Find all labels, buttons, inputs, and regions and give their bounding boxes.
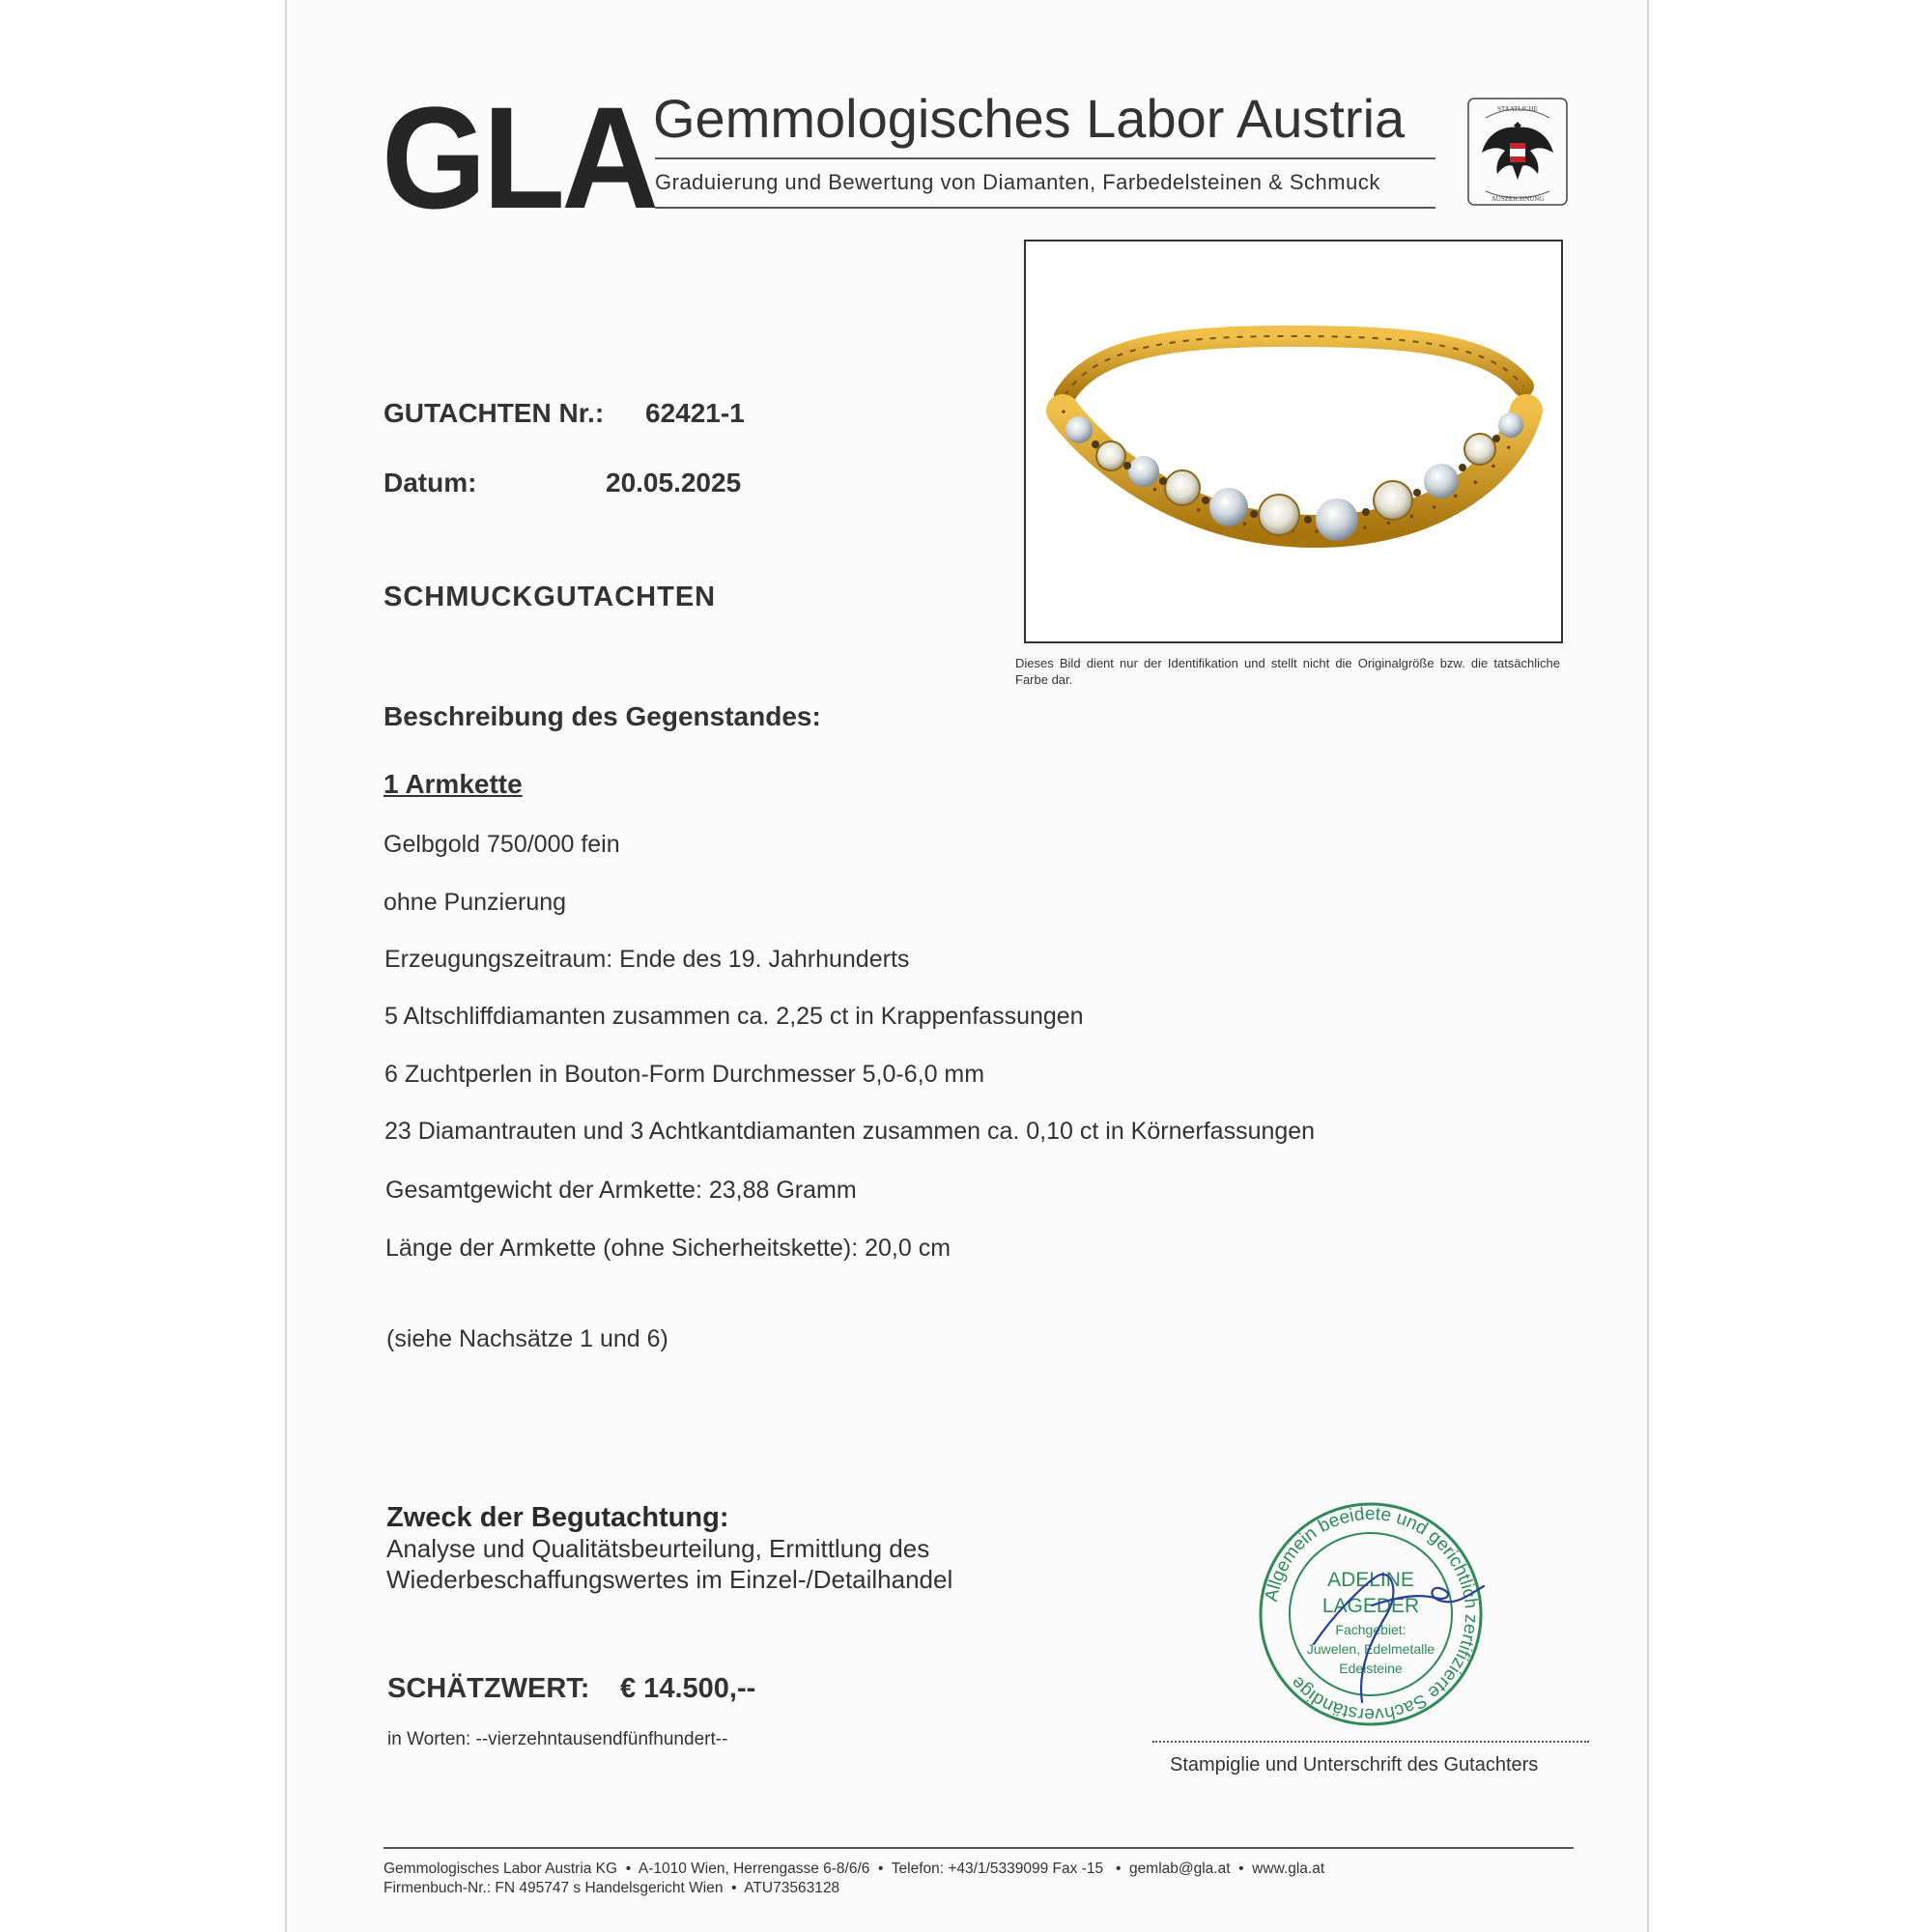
purpose-line-2: Wiederbeschaffungswertes im Einzel-/Detailhandel (386, 1565, 953, 1594)
description-line-1: Gelbgold 750/000 fein (384, 831, 620, 858)
stamp-name-2: LAGEDER (1321, 1595, 1420, 1617)
stamp-name-1: ADELINE (1327, 1569, 1414, 1591)
description-line-4: 5 Altschliffdiamanten zusammen ca. 2,25 ct in Krappenfassungen (384, 1003, 1084, 1030)
signature-caption: Stampiglie und Unterschrift des Gutachters (1170, 1754, 1539, 1776)
footer-line-2: Firmenbuch-Nr.: FN 495747 s Handelsgericht Wien • ATU73563128 (384, 1880, 840, 1896)
description-line-8: Länge der Armkette (ohne Sicherheitskette): 20,0 cm (385, 1235, 952, 1262)
signature-line (1152, 1741, 1589, 1743)
description-line-7: Gesamtgewicht der Armkette: 23,88 Gramm (385, 1177, 857, 1204)
report-number-label: GUTACHTEN Nr.: (384, 398, 605, 428)
crest-label-top: STAATLICHE (1497, 105, 1538, 113)
stamp-ring-text: Allgemein beeidete und gerichtlich zertifizierte Sachverständige (1261, 1503, 1482, 1725)
footer-line-1: Gemmologisches Labor Austria KG • A-1010 Wien, Herrengasse 6-8/6/6 • Telefon: +43/1/5339099 Fax -15 • gemlab@gla.at • www.gla.at (384, 1861, 1325, 1877)
report-type: SCHMUCKGUTACHTEN (384, 582, 717, 612)
stamp-line-3: Fachgebiet: (1335, 1622, 1406, 1637)
purpose-line-1: Analyse und Qualitätsbeurteilung, Ermittlung des (386, 1534, 930, 1563)
date-value: 20.05.2025 (606, 468, 742, 497)
purpose-heading: Zweck der Begutachtung: (386, 1502, 729, 1533)
header-rule-bottom (655, 207, 1435, 209)
stamp-line-5: Edelsteine (1339, 1661, 1403, 1676)
valuation-in-words: in Worten: --vierzehntausendfünfhundert-- (387, 1729, 728, 1749)
date-label: Datum: (384, 468, 477, 497)
valuation-label: SCHÄTZWERT: (387, 1673, 590, 1704)
stamp-line-4: Juwelen, Edelmetalle (1306, 1641, 1435, 1657)
description-note: (siehe Nachsätze 1 und 6) (386, 1325, 668, 1352)
description-line-5: 6 Zuchtperlen in Bouton-Form Durchmesser 5,0-6,0 mm (384, 1061, 985, 1088)
valuation-value: € 14.500,-- (620, 1673, 756, 1704)
description-line-6: 23 Diamantrauten und 3 Achtkantdiamanten zusammen ca. 0,10 ct in Körnerfassungen (384, 1118, 1316, 1145)
lab-name: Gemmologisches Labor Austria (653, 88, 1406, 149)
austrian-eagle-crest-icon (1466, 97, 1569, 207)
header-rule-top (655, 157, 1435, 159)
gla-logo: GLA (382, 76, 656, 239)
item-photo (1024, 240, 1563, 643)
description-heading: Beschreibung des Gegenstandes: (384, 701, 821, 731)
photo-caption: Dieses Bild dient nur der Identifikation und stellt nicht die Originalgröße bzw. die tatsächliche Farbe dar. (1015, 656, 1560, 687)
report-number-value: 62421-1 (645, 398, 745, 428)
bracelet-image (1026, 242, 1561, 641)
description-line-3: Erzeugungszeitraum: Ende des 19. Jahrhunderts (384, 946, 910, 973)
description-line-2: ohne Punzierung (384, 889, 567, 916)
footer-rule (384, 1847, 1574, 1849)
expert-stamp (1256, 1499, 1486, 1729)
item-title: 1 Armkette (384, 769, 523, 799)
crest-label-bottom: AUSZEICHNUNG (1491, 195, 1545, 203)
lab-subtitle: Graduierung und Bewertung von Diamanten, Farbedelsteinen & Schmuck (655, 170, 1380, 194)
